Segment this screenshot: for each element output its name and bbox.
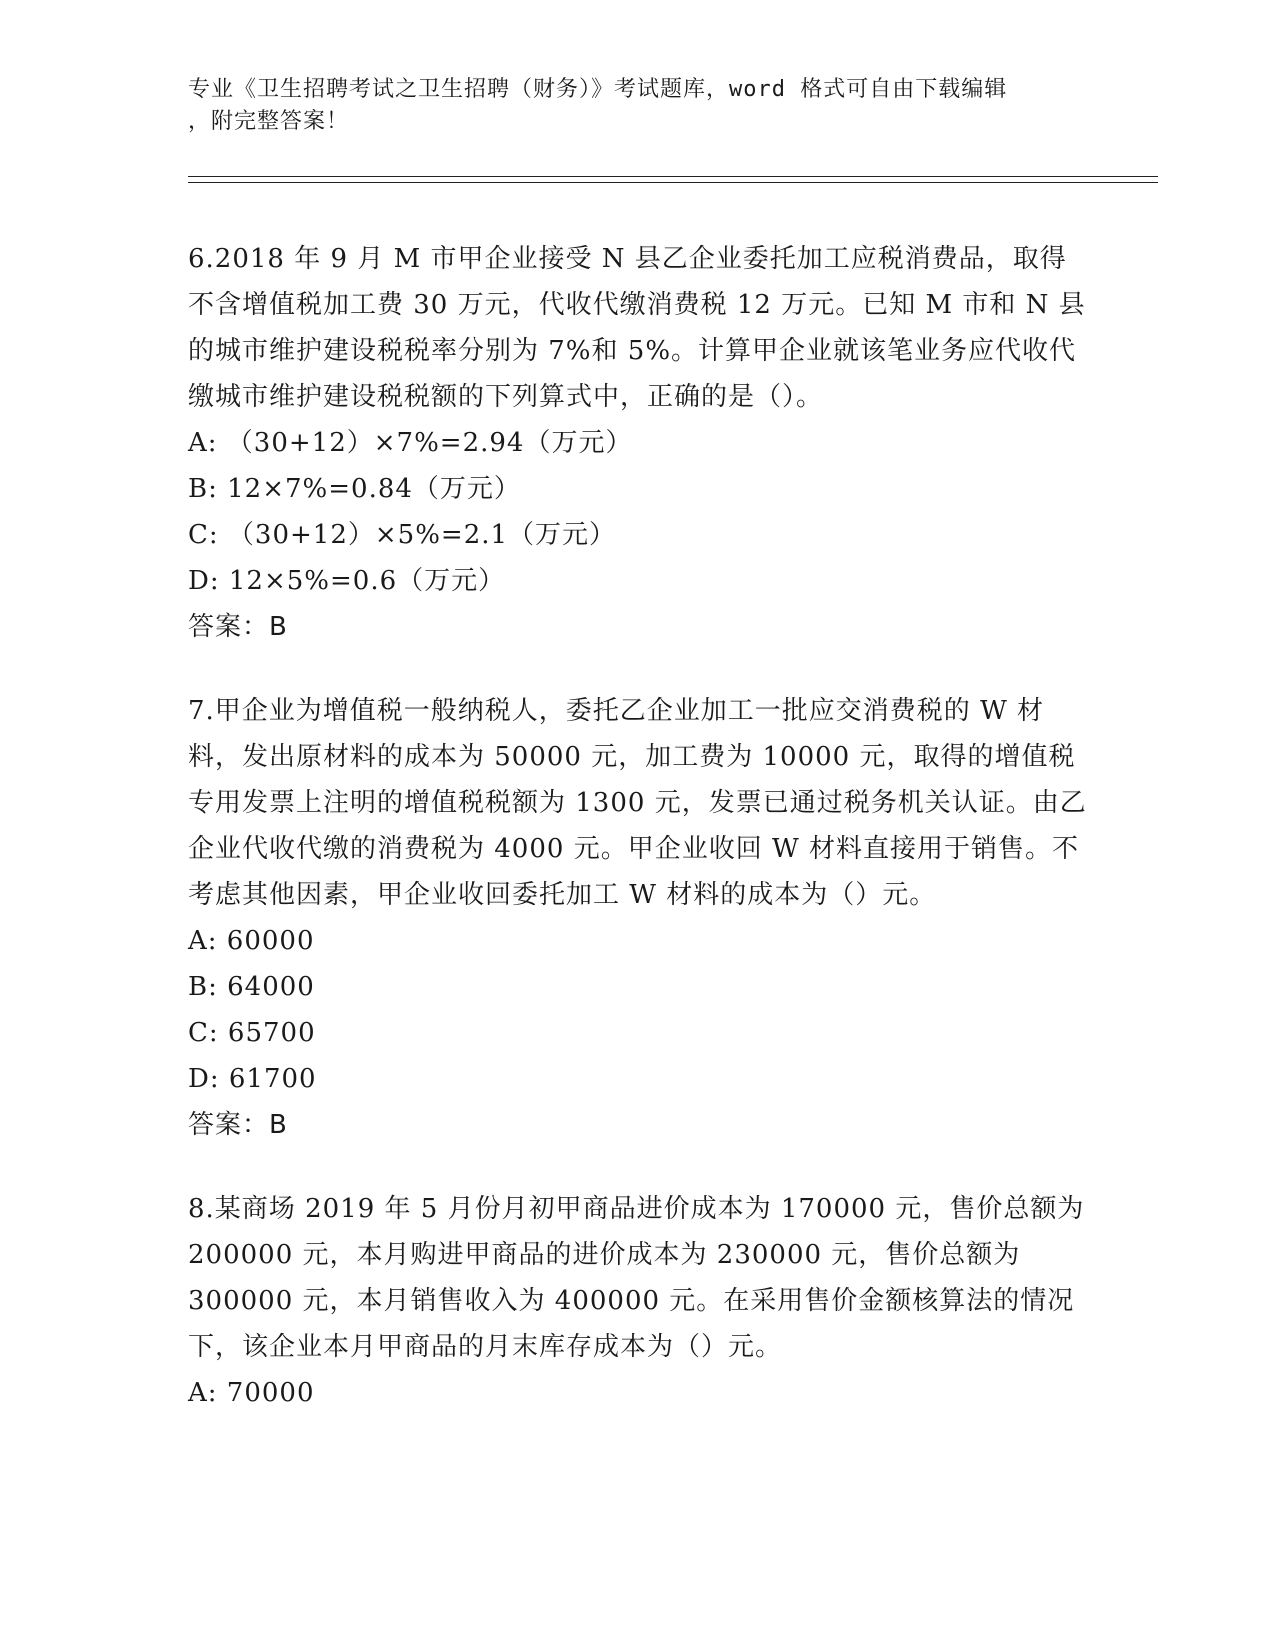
question-8 — [188, 1186, 1088, 1416]
option-a: A: 70000 — [188, 1378, 315, 1408]
option-c: C: 65700 — [188, 1018, 316, 1048]
header-divider-bottom — [188, 182, 1158, 183]
question-6 — [188, 236, 1088, 650]
question-stem: 8.某商场 2019 年 5 月份月初甲商品进价成本为 170000 元，售价总额为 200000 元，本月购进甲商品的进价成本为 230000 元，售价总额为 300000 元，本月销售收入为 400000 元。在采用售价金额核算法的情况下，该企业本月甲商品的月末库存成本为（）元。 — [188, 1194, 1085, 1362]
answer-label: 答案：B — [188, 1110, 288, 1140]
answer-label: 答案：B — [188, 612, 288, 642]
document-header — [188, 74, 1088, 138]
question-list — [188, 236, 1088, 1454]
option-a: A: 60000 — [188, 926, 315, 956]
question-stem: 7.甲企业为增值税一般纳税人，委托乙企业加工一批应交消费税的 W 材料，发出原材料的成本为 50000 元，加工费为 10000 元，取得的增值税专用发票上注明的增值税税额为 1300 元，发票已通过税务机关认证。由乙企业代收代缴的消费税为 4000 元。甲企业收回 W 材料直接用于销售。不考虑其他因素，甲企业收回委托加工 W 材料的成本为（）元。 — [188, 696, 1087, 910]
header-line-2: ，附完整答案！ — [188, 109, 350, 134]
option-d: D: 61700 — [188, 1064, 317, 1094]
option-b: B: 64000 — [188, 972, 315, 1002]
header-divider-top — [188, 176, 1158, 177]
question-stem: 6.2018 年 9 月 M 市甲企业接受 N 县乙企业委托加工应税消费品，取得不含增值税加工费 30 万元，代收代缴消费税 12 万元。已知 M 市和 N 县的城市维护建设税税率分别为 7%和 5%。计算甲企业就该笔业务应代收代缴城市维护建设税税额的下列算式中，正确的是（）。 — [188, 244, 1086, 412]
option-c: C: （30+12）×5%=2.1（万元） — [188, 520, 617, 550]
option-d: D: 12×5%=0.6（万元） — [188, 566, 506, 596]
question-7 — [188, 688, 1088, 1148]
option-b: B: 12×7%=0.84（万元） — [188, 474, 521, 504]
header-line-1: 专业《卫生招聘考试之卫生招聘（财务）》考试题库，word 格式可自由下载编辑 — [188, 77, 1008, 102]
option-a: A: （30+12）×7%=2.94（万元） — [188, 428, 633, 458]
